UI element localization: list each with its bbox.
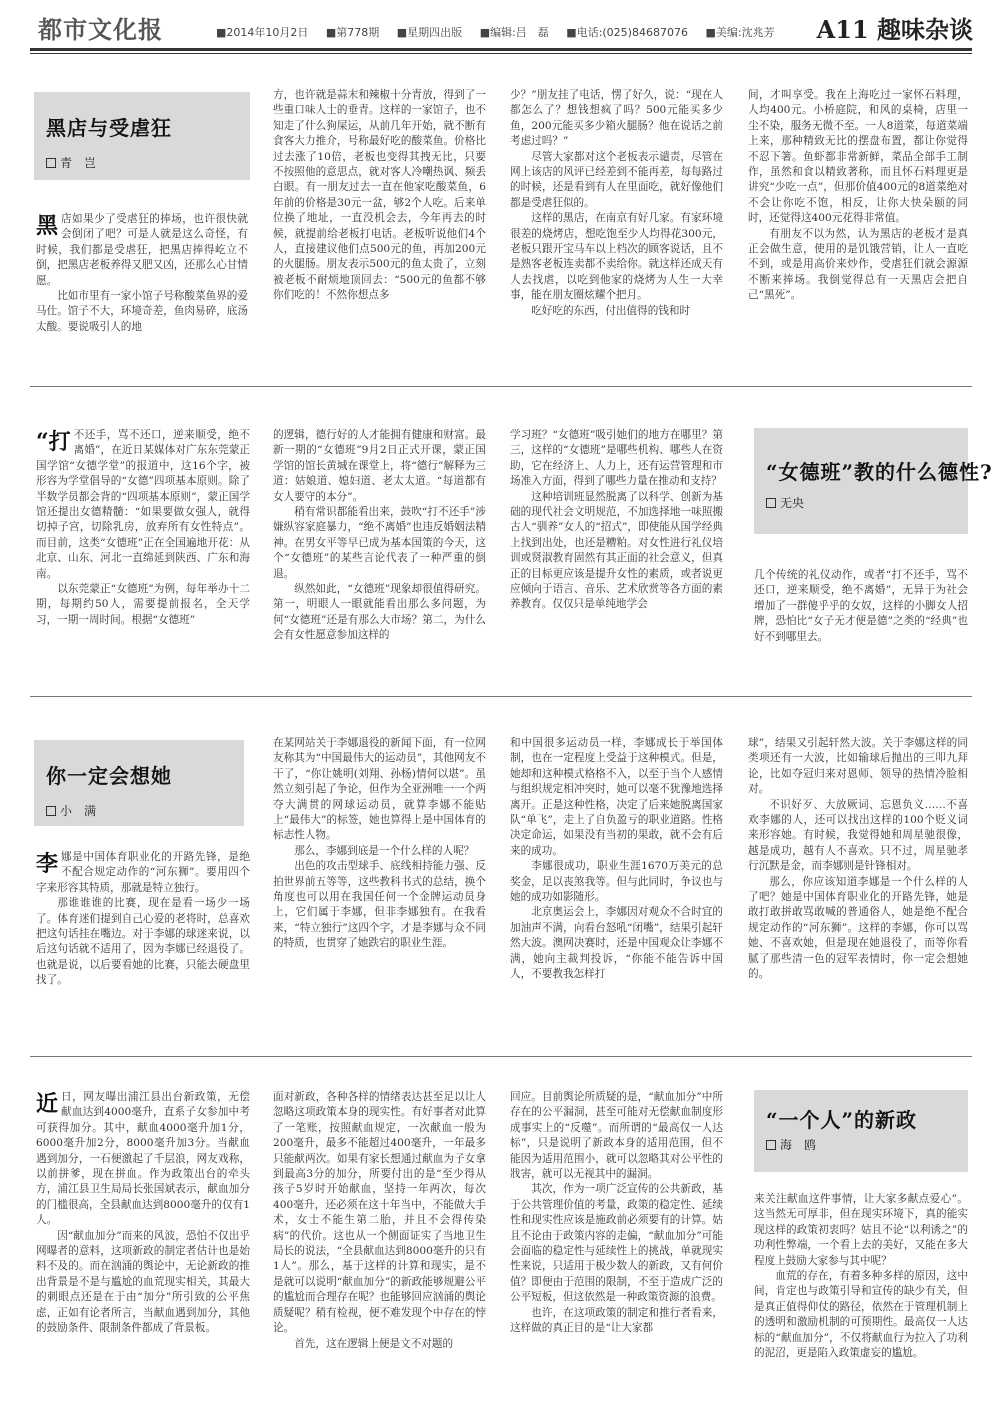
article-paragraph: 李娜是中国体育职业化的开路先锋，是绝不配合规定动作的“河东狮”。要用四个字来形容其特质，那就是特立独行。: [36, 851, 250, 894]
article-column: [273, 88, 486, 374]
article-paragraph: 几个传统的礼仪动作，或者“打不还手，骂不还口，逆来顺受，绝不离婚”，无异于为社会增加了一群傻乎乎的女奴，这样的小脚女人招牌，恐怕比“女子无才便是德”之类的“经典”也好不到哪里去。: [754, 569, 968, 643]
article-paragraph: 在某网站关于李娜退役的新闻下面，有一位网友称其为“中国最伟大的运动员”，其他网友不干了，“你让姚明(刘翔、孙杨)情何以堪”。虽然立刻引起了争论，但作为全亚洲唯一一个两夺大满贯的网球运动员，就算李娜不能贴上“最伟大”的标签，她也算得上是中国体育的标志性人物。: [273, 737, 486, 842]
article-paragraph: 其次，作为一项广泛宣传的公共新政，基于公共管理价值的考量，政策的稳定性、延续性和现实性应该是施政前必须要有的计算。姑且不论由于政策内容的走偏，“献血加分”可能会面临的稳定性与延续性上的挑战，单就现实性来说，只适用于极少数人的新政，又有何价值？即便由于范围的限制，不至于造成广泛的公平短板，但这依然是一种政策资源的浪费。: [510, 1183, 723, 1304]
article-paragraph: 那么，你应该知道李娜是一个什么样的人了吧？她是中国体育职业化的开路先锋，她是敢打敢拼敢骂敢喊的普通俗人，她是绝不配合规定动作的“河东狮”。这样的李娜，你可以骂她、不喜欢她，但是现在她退役了，而等你看腻了那些清一色的冠军表情时，你一定会想她的。: [748, 875, 968, 981]
article-paragraph: 因“献血加分”而来的风波，恐怕不仅出乎网曝者的意料，这项新政的制定者估计也是始料不及的。而在汹涌的舆论中，无论新政的推出背景是不是与尴尬的血荒现实相关，其最大的刺眼点还是在于由“加分”所引致的公平焦虑，正如有论者所言，当献血遇到加分，其他的鼓励条件、限制条件都成了背景板。: [36, 1229, 250, 1335]
article-title: “一个人”的新政: [766, 1108, 918, 1132]
article-paragraph: 不识好歹、大放厥词、忘恩负义……不喜欢李娜的人，还可以找出这样的100个贬义词来形容她。有时候，我觉得她和周星驰很像，越是成功，越有人不喜欢。只不过，周星驰孝行沉默是金，而李娜则是针锋相对。: [748, 798, 968, 873]
issue-designer: ■美编:沈兆芳: [705, 26, 775, 39]
article-column: [273, 1090, 486, 1402]
issue-number: ■第778期: [325, 26, 380, 39]
article-paragraph: 血荒的存在，有着多种多样的原因，这中间，肯定也与政策引导和宣传的缺少有关，但是真正值得仰仗的路径，依然在于管理机制上的透明和激励机制的可预期性。最高仅一人达标的“献血加分”，不仅将献血行为拉入了功利的泥沼，更是陷入政策虚妄的尴尬。: [754, 1270, 968, 1360]
article-paragraph: 比如市里有一家小馆子号称酸菜鱼界的爱马仕。馆子不大，环境奇差，鱼肉易碎，底汤太酸。要说吸引人的地: [36, 290, 248, 333]
article-column: [36, 428, 250, 690]
article-paragraph: 那么，李娜到底是一个什么样的人呢？: [294, 844, 475, 857]
article-paragraph: 球”，结果又引起轩然大波。关于李娜这样的同类项还有一大波，比如输球后抛出的三叩九拜论，比如夺冠归来对恩师、领导的热情冷脸相对。: [748, 737, 968, 796]
article-column: [273, 736, 486, 1042]
article-column: [36, 850, 250, 1040]
article-paragraph: 回应。目前舆论所质疑的是，“献血加分”中所存在的公平漏洞，甚至可能对无偿献血制度形成事实上的“反噬”。而所谓的“最高仅一人达标”，只是说明了新政本身的适用范围，但不能因为适用范围小，就可以忽略其对公平性的戕害，就可以无视其中的漏洞。: [510, 1091, 723, 1181]
section-divider: [30, 386, 972, 387]
article-column: [510, 428, 723, 690]
article-title: 黑店与受虐狂: [46, 116, 172, 140]
article-title: 你一定会想她: [46, 764, 172, 788]
article-paragraph: 纵然如此，“女德班”现象却很值得研究。第一，明眼人一眼就能看出那么多问题，为何“女德班”还是有那么大市场？第二，为什么会有女性愿意参加这样的: [273, 583, 486, 642]
article-column: [273, 428, 486, 690]
issue-meta: [216, 24, 789, 40]
article-column: [36, 212, 248, 370]
article-title-box: [754, 428, 993, 534]
article-paragraph: 黑店如果少了受虐狂的捧场，也许很快就会倒闭了吧？可是人就是这么奇怪，有时候，我们都是受虐狂，把黑店捧得屹立不倒，把黑店老板养得又肥又凶，还那么心甘情愿。: [36, 213, 248, 287]
issue-editor: ■编辑:吕 磊: [479, 26, 549, 39]
article-column: [36, 1090, 250, 1402]
article-column: [510, 1090, 723, 1402]
page-section-title: A11 趣味杂谈: [816, 15, 973, 44]
article-paragraph: 学习班？“女德班”吸引她们的地方在哪里？第三，这样的“女德班”是哪些机构、哪些人在资助，它在经济上、人力上，还有运营管理和市场准入方面，得到了哪些力量在推动和支持？: [510, 429, 723, 488]
paper-name: 都市文化报: [38, 16, 163, 44]
article-title-box: [754, 1090, 968, 1172]
masthead: [30, 8, 975, 44]
article-paragraph: “打不还手，骂不还口，逆来顺受，绝不离婚”，在近日某媒体对广东东莞蒙正国学馆“女德学堂”的报道中，这16个字，被形容为学堂倡导的“女德”四项基本原则。除了半数学员都会背的“四项基本原则”，蒙正国学馆还提出女德精髓：“如果要做女强人，就得切掉子宫，切除乳房，放弃所有女性特点”。而目前，这类“女德班”正在全国遍地开花：从北京、山东、河北一直绵延到陕西、广东和海南。: [36, 429, 250, 580]
article-column: [754, 568, 968, 688]
article-paragraph: 尽管大家都对这个老板表示谴责，尽管在网上该店的风评已经差到不能再差，每每路过的时候，还是看到有人在里面吃，就好像他们都是受虐狂似的。: [510, 150, 723, 209]
article-paragraph: 间，才叫享受。我在上海吃过一家怀石料理，人均400元。小桥庭院，和风的桌椅，店里一尘不染，服务无微不至。一人8道菜，每道菜端上来，那种精致无比的摆盘布置，都让你觉得不忍下箸。鱼虾都非常新鲜，菜品全部手工制作，虽然和食以精致著称，而且怀石料理更是讲究“少吃一点”，但那价值400元的8道菜绝对不会让你吃不饱，相反，让你大快朵颐的同时，还觉得这400元花得非常值。: [748, 89, 968, 225]
article-paragraph: 有朋友不以为然，认为黑店的老板才是真正会做生意，使用的是饥饿营销，让人一直吃不到，或是用高价来炒作，受虐狂们就会源源不断来捧场。我倒觉得总有一天黑店会把自己“黑死”。: [748, 227, 968, 302]
article-column: [510, 88, 723, 374]
article-title-box: [34, 740, 244, 826]
article-title-box: [34, 92, 250, 180]
article-column: [754, 1192, 968, 1402]
issue-date: ■2014年10月2日: [216, 26, 309, 39]
article-paragraph: 以东莞蒙正“女德班”为例，每年举办十二期，每期约50人，需要提前报名，全天学习，一期一周时间。根据“女德班”: [36, 583, 250, 626]
article-paragraph: 来关注献血这件事情，让大家多献点爱心”。这当然无可厚非，但在现实环境下，真的能实现这样的政策初衷吗？姑且不论“以利诱之”的功利性弊端，一个看上去的美好，又能在多大程度上鼓励大家参与其中呢？: [754, 1193, 968, 1267]
article-paragraph: 出色的攻击型球手、底线相持能力强、反拍世界前五等等，这些教科书式的总结，换个角度也可以用在我国任何一个金牌运动员身上，它们属于李娜，但非李娜独有。在我看来，“特立独行”这四个字，才是李娜与众不同的特质，也贯穿了她跌宕的职业生涯。: [273, 860, 486, 950]
article-paragraph: 这种培训班显然脱离了以科学、创新为基础的现代社会文明规范，不加选择地一味照搬古人“驯养”女人的“招式”，即使能从国学经典上找到出处，也还是糟粕。对女性进行礼仪培训或贤淑教育固然有其正面的社会意义，但真正的目标更应该是提升女性的素质，或者说更应倾向于语言、音乐、艺术欣赏等各方面的素养教育。仅仅只是单纯地学会: [510, 490, 723, 611]
article-author: 青 岂: [46, 154, 96, 171]
article-column: [748, 88, 968, 374]
article-column: [748, 736, 968, 1042]
article-paragraph: 首先，这在逻辑上便是文不对题的: [294, 1337, 454, 1350]
article-paragraph: 和中国很多运动员一样，李娜成长于举国体制，也在一定程度上受益于这种模式。但是，她却和这种模式格格不入，以至于当个人感情与组织规定相冲突时，她可以毫不犹豫地选择离开。正是这种性格，决定了后来她脱离国家队“单飞”，走上了自负盈亏的职业道路。性格决定命运，如果没有当初的果敢，就不会有后来的成功。: [510, 737, 723, 857]
article-paragraph: 李娜很成功，职业生涯1670万美元的总奖金，足以丧煞我等。但与此同时，争议也与她的成功如影随形。: [510, 860, 723, 904]
header-rule: [30, 48, 972, 51]
section-divider: [30, 1056, 972, 1057]
issue-phone: ■电话:(025)84687076: [566, 26, 688, 39]
section-divider: [30, 696, 972, 697]
article-column: [510, 736, 723, 1042]
article-author: 无央: [766, 494, 804, 511]
article-paragraph: 少？”朋友挂了电话，愣了好久，说：“现在人都怎么了？想钱想疯了吗？500元能买多少鱼，200元能买多少箱火腿肠？他在说话之前考虑过吗？”: [510, 89, 723, 148]
article-paragraph: 那谁谁谁的比赛，现在是看一场少一场了。体育迷们提到自己心爱的老将时，总喜欢把这句话挂在嘴边。对于李娜的球迷来说，以后这句话就不适用了，因为李娜已经退役了。也就是说，以后要看她的比赛，只能去硬盘里找了。: [36, 897, 250, 987]
issue-weekday: ■星期四出版: [396, 26, 463, 39]
article-title: “女德班”教的什么德性?: [766, 460, 993, 484]
article-author: 海 鸥: [766, 1136, 816, 1153]
article-paragraph: 近日，网友曝出浦江县出台新政策，无偿献血达到4000毫升，直系子女参加中考可获得加分。其中，献血4000毫升加1分，6000毫升加2分，8000毫升加3分。当献血遇到加分，一石便激起了千层浪，网友戏称，以前拼爹，现在拼血。作为政策出台的牵头方，浦江县卫生局局长张国斌表示，献血加分的门槛很高，全县献血达到8000毫升的仅有1人。: [36, 1091, 250, 1227]
article-paragraph: 吃好吃的东西，付出值得的钱和时: [531, 304, 691, 317]
header-rule-thin: [30, 53, 972, 54]
article-paragraph: 方，也许就是蒜末和辣椒十分青放，得到了一些重口味人士的垂青。这样的一家馆子，也不知走了什么狗屎运，从前几年开始，就不断有食客大力推介，号称最好吃的酸菜鱼。价格比过去涨了10倍，老板也变得其拽无比，只要不按照他的意思点，就对客人冷嘲热讽、频丢白眼。有一朋友过去一直在他家吃酸菜鱼，6年前的价格是30元一盆，够2个人吃。后来单位换了地址，一直没机会去，今年再去的时候，就提前给老板打电话。老板听说他们4个人，直接建议他们点500元的鱼，再加200元的火腿肠。朋友表示500元的鱼太贵了，立刻被老板不耐烦地顶回去：“500元的鱼都不够你们吃的！不然你想点多: [273, 89, 486, 302]
article-author: 小 满: [46, 802, 96, 819]
article-paragraph: 稍有常识都能看出来，鼓吹“打不还手”涉嫌纵容家庭暴力，“绝不离婚”也违反婚姻法精神。在男女平等早已成为基本国策的今天，这个“女德班”的某些言论代表了一种严重的倒退。: [273, 506, 486, 580]
article-paragraph: 这样的黑店，在南京有好几家。有家环境很差的烧烤店，想吃饱至少人均得花300元，老板只跟开宝马车以上档次的顾客说话，且不是熟客老板连卖都不卖给你。就这样还成天有人去找虐，以吃到他家的烧烤为人生一大幸事，能在朋友圈炫耀个把月。: [510, 212, 723, 302]
article-paragraph: 面对新政，各种各样的情绪表达甚至足以让人忽略这项政策本身的现实性。有好事者对此算了一笔账，按照献血规定，一次献血一般为200毫升，最多不能超过400毫升，一年最多只能献两次。如果有家长想通过献血为子女拿到最高3分的加分，所要付出的是“至少得从孩子5岁时开始献血，坚持一年两次，每次400毫升，还必须在这十年当中，不能做大手术，女士不能生第二胎，并且不会得传染病”的代价。这也从一个侧面证实了当地卫生局长的说法，“全县献血达到8000毫升的只有1人”。那么，基于这样的计算和现实，是不是就可以说明“献血加分”的新政能够规避公平的尴尬而合理存在呢？也能够回应汹涌的舆论质疑呢？稍有检视，便不难发现个中存在的悖论。: [273, 1091, 486, 1335]
article-paragraph: 也许，在这项政策的制定和推行者看来，这样做的真正目的是“让大家都: [510, 1306, 723, 1335]
article-paragraph: 北京奥运会上，李娜因对观众不合时宜的加油声不满，向看台怒吼“闭嘴”，结果引起轩然大波。澳网决赛时，还是中国观众让李娜不满，她向主裁判投诉，“你能不能告诉中国人，不要教我怎样打: [510, 906, 723, 981]
article-paragraph: 的逻辑，德行好的人才能拥有健康和财富。最新一期的“女德班”9月2日正式开课，蒙正国学馆的馆长黄城在课堂上，将“德行”解释为三道：姑娘道、媳妇道、老太太道。“每道都有女人要守的本分”。: [273, 429, 486, 503]
